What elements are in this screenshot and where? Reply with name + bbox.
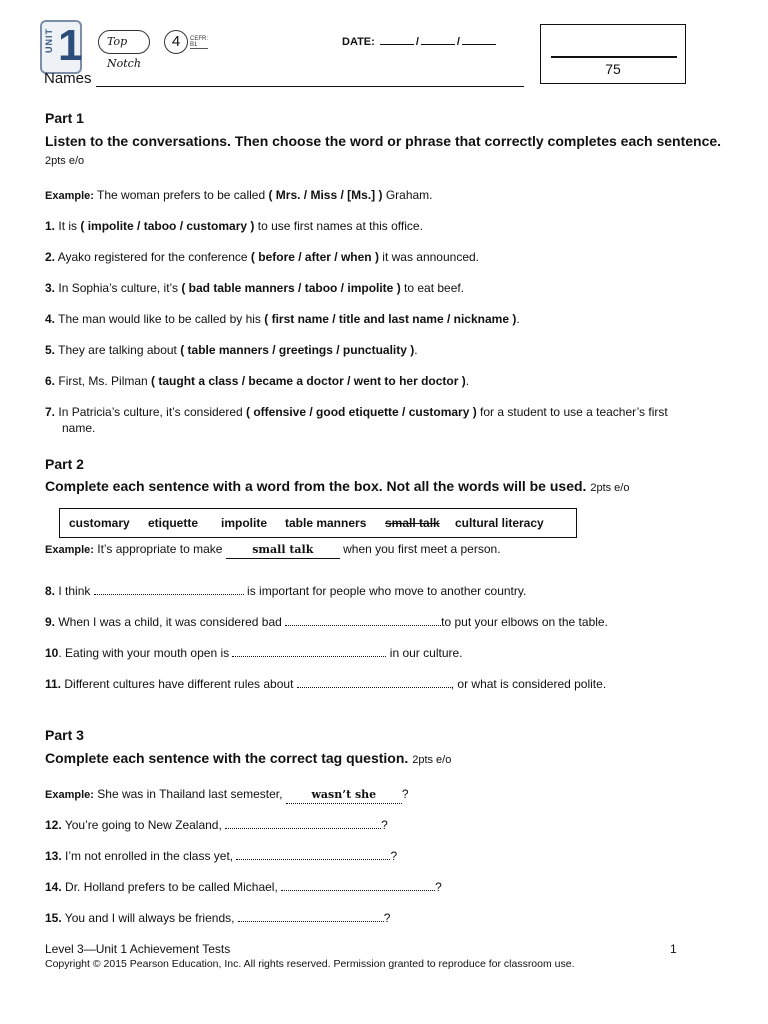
question-12 — [45, 817, 388, 833]
question-text: When I was a child, it was considered bad — [58, 615, 286, 629]
question-text: I’m not enrolled in the class yet, — [65, 849, 237, 863]
question-10 — [45, 645, 463, 661]
part3-points: 2pts e/o — [412, 754, 452, 766]
unit-word: UNIT — [44, 28, 54, 53]
question-7 — [45, 404, 725, 420]
question-9 — [45, 614, 608, 630]
question-text: I think — [58, 584, 94, 598]
question-text: Different cultures have different rules about — [64, 677, 297, 691]
answer-blank[interactable] — [281, 879, 435, 891]
question-text: In Sophia’s culture, it’s — [58, 281, 182, 295]
question-text-end: for a student to use a teacher’s first — [476, 405, 668, 419]
part2-points: 2pts e/o — [590, 482, 630, 494]
part1-instruction — [45, 132, 725, 170]
page-number: 1 — [670, 942, 677, 956]
example-text-end: ? — [401, 787, 409, 801]
score-box — [540, 24, 686, 84]
answer-blank[interactable] — [225, 817, 381, 829]
question-number: 8. — [45, 584, 56, 598]
question-text-end: . — [414, 343, 418, 357]
question-13 — [45, 848, 397, 864]
question-number: 9. — [45, 615, 56, 629]
unit-badge — [40, 20, 82, 74]
part1-instruction-text: Listen to the conversations. Then choose the word or phrase that correctly completes each sentence. — [45, 133, 722, 149]
date-year-line[interactable] — [462, 44, 496, 45]
word-box-item: impolite — [221, 516, 268, 530]
question-text-end: it was announced. — [378, 250, 480, 264]
question-text: It is — [58, 219, 81, 233]
answer-options[interactable]: ( impolite / taboo / customary ) — [80, 219, 255, 233]
date-day-line[interactable] — [380, 44, 414, 45]
logo-cefr: CEFR: B1 — [190, 36, 208, 48]
question-text-end: to put your elbows on the table. — [441, 615, 608, 629]
answer-options[interactable]: ( before / after / when ) — [250, 250, 379, 264]
answer-blank[interactable] — [232, 645, 386, 657]
word-box-item: customary — [69, 516, 130, 530]
question-6 — [45, 373, 469, 389]
question-11 — [45, 676, 606, 692]
question-5 — [45, 342, 418, 358]
question-text-end: to use first names at this office. — [254, 219, 423, 233]
question-text-end: to eat beef. — [400, 281, 465, 295]
question-text: They are talking about — [58, 343, 181, 357]
word-box — [59, 508, 577, 538]
answer-options[interactable]: ( first name / title and last name / nickname ) — [264, 312, 517, 326]
question-7-continued: name. — [62, 421, 96, 435]
answer-blank[interactable] — [236, 848, 390, 860]
question-text: . Eating with your mouth open is — [58, 646, 233, 660]
word-box-item: table manners — [285, 516, 367, 530]
question-text-end: ? — [383, 911, 391, 925]
answer-options[interactable]: ( offensive / good etiquette / customary ) — [246, 405, 477, 419]
score-total: 75 — [605, 61, 621, 77]
part3-title: Part 3 — [45, 727, 84, 743]
question-text-end: ? — [435, 880, 442, 894]
date-month-line[interactable] — [421, 44, 455, 45]
part2-instruction-text: Complete each sentence with a word from the box. Not all the words will be used. — [45, 478, 587, 494]
part1-title: Part 1 — [45, 110, 84, 126]
question-text-end: ? — [390, 849, 398, 863]
answer-options[interactable]: ( table manners / greetings / punctuality ) — [180, 343, 415, 357]
word-box-item: etiquette — [148, 516, 199, 530]
question-number: 2. — [45, 250, 56, 264]
question-number: 14. — [45, 880, 62, 894]
names-line[interactable] — [96, 72, 524, 87]
part1-points: 2pts e/o — [45, 155, 85, 167]
question-14 — [45, 879, 442, 895]
question-1 — [45, 218, 423, 234]
question-text-end: . — [516, 312, 520, 326]
names-field — [44, 70, 524, 87]
answer-blank[interactable] — [285, 614, 441, 626]
word-box-item: cultural literacy — [455, 516, 544, 530]
part2-instruction — [45, 477, 745, 497]
example-text: It’s appropriate to make — [97, 542, 226, 556]
question-text: You’re going to New Zealand, — [64, 818, 226, 832]
question-text: Ayako registered for the conference — [57, 250, 251, 264]
answer-blank[interactable] — [297, 676, 451, 688]
answer-blank[interactable] — [94, 583, 244, 595]
footer-title: Level 3—Unit 1 Achievement Tests — [45, 942, 231, 956]
logo-level: 4 — [164, 30, 188, 54]
example-answer: small talk — [226, 542, 340, 559]
question-number: 6. — [45, 374, 56, 388]
question-number: 10 — [45, 646, 59, 660]
question-text: The man would like to be called by his — [58, 312, 265, 326]
question-number: 15. — [45, 911, 62, 925]
part3-instruction-text: Complete each sentence with the correct tag question. — [45, 750, 409, 766]
answer-options[interactable]: ( bad table manners / taboo / impolite ) — [181, 281, 401, 295]
question-number: 13. — [45, 849, 62, 863]
part2-title: Part 2 — [45, 456, 84, 472]
question-text-end: in our culture. — [386, 646, 463, 660]
example-text-end: Graham. — [382, 188, 433, 202]
example-answer: wasn’t she — [286, 787, 402, 804]
example-label: Example: — [45, 789, 94, 801]
names-label: Names — [44, 70, 92, 87]
question-number: 1. — [45, 219, 56, 233]
example-label: Example: — [45, 544, 94, 556]
question-text-end: ? — [381, 818, 388, 832]
question-number: 5. — [45, 343, 56, 357]
date-field: DATE: / / — [342, 36, 498, 48]
question-number: 4. — [45, 312, 56, 326]
example-label: Example: — [45, 190, 94, 202]
question-text: Dr. Holland prefers to be called Michael, — [65, 880, 282, 894]
example-text: The woman prefers to be called — [97, 188, 269, 202]
question-3 — [45, 280, 464, 296]
question-8 — [45, 583, 526, 599]
answer-options[interactable]: ( taught a class / became a doctor / went to her doctor ) — [151, 374, 466, 388]
question-2 — [45, 249, 479, 265]
score-line[interactable] — [551, 56, 677, 58]
part1-example — [45, 187, 433, 204]
question-text: First, Ms. Pilman — [58, 374, 152, 388]
question-text-end: , or what is considered polite. — [450, 677, 607, 691]
question-4 — [45, 311, 520, 327]
unit-number: 1 — [58, 21, 83, 70]
example-text: She was in Thailand last semester, — [97, 787, 286, 801]
question-text-end: . — [465, 374, 470, 388]
example-text-end: when you first meet a person. — [339, 542, 501, 556]
part2-example — [45, 541, 501, 559]
part3-example — [45, 786, 409, 804]
question-number: 3. — [45, 281, 56, 295]
question-number: 7. — [45, 405, 56, 419]
question-text: In Patricia’s culture, it’s considered — [58, 405, 247, 419]
question-number: 12. — [45, 818, 62, 832]
word-box-item-used: small talk — [385, 516, 440, 530]
question-text-end: is important for people who move to another country. — [243, 584, 527, 598]
logo-text: Top Notch — [98, 30, 150, 54]
answer-blank[interactable] — [238, 910, 384, 922]
question-text: You and I will always be friends, — [61, 911, 238, 925]
question-15 — [45, 910, 390, 926]
example-options: ( Mrs. / Miss / [Ms.] ) — [268, 188, 383, 202]
footer-copyright: Copyright © 2015 Pearson Education, Inc. All rights reserved. Permission granted to reproduce for classroom use. — [45, 958, 575, 970]
part3-instruction — [45, 749, 745, 769]
question-number: 11. — [45, 677, 62, 691]
date-label: DATE: — [342, 36, 375, 48]
